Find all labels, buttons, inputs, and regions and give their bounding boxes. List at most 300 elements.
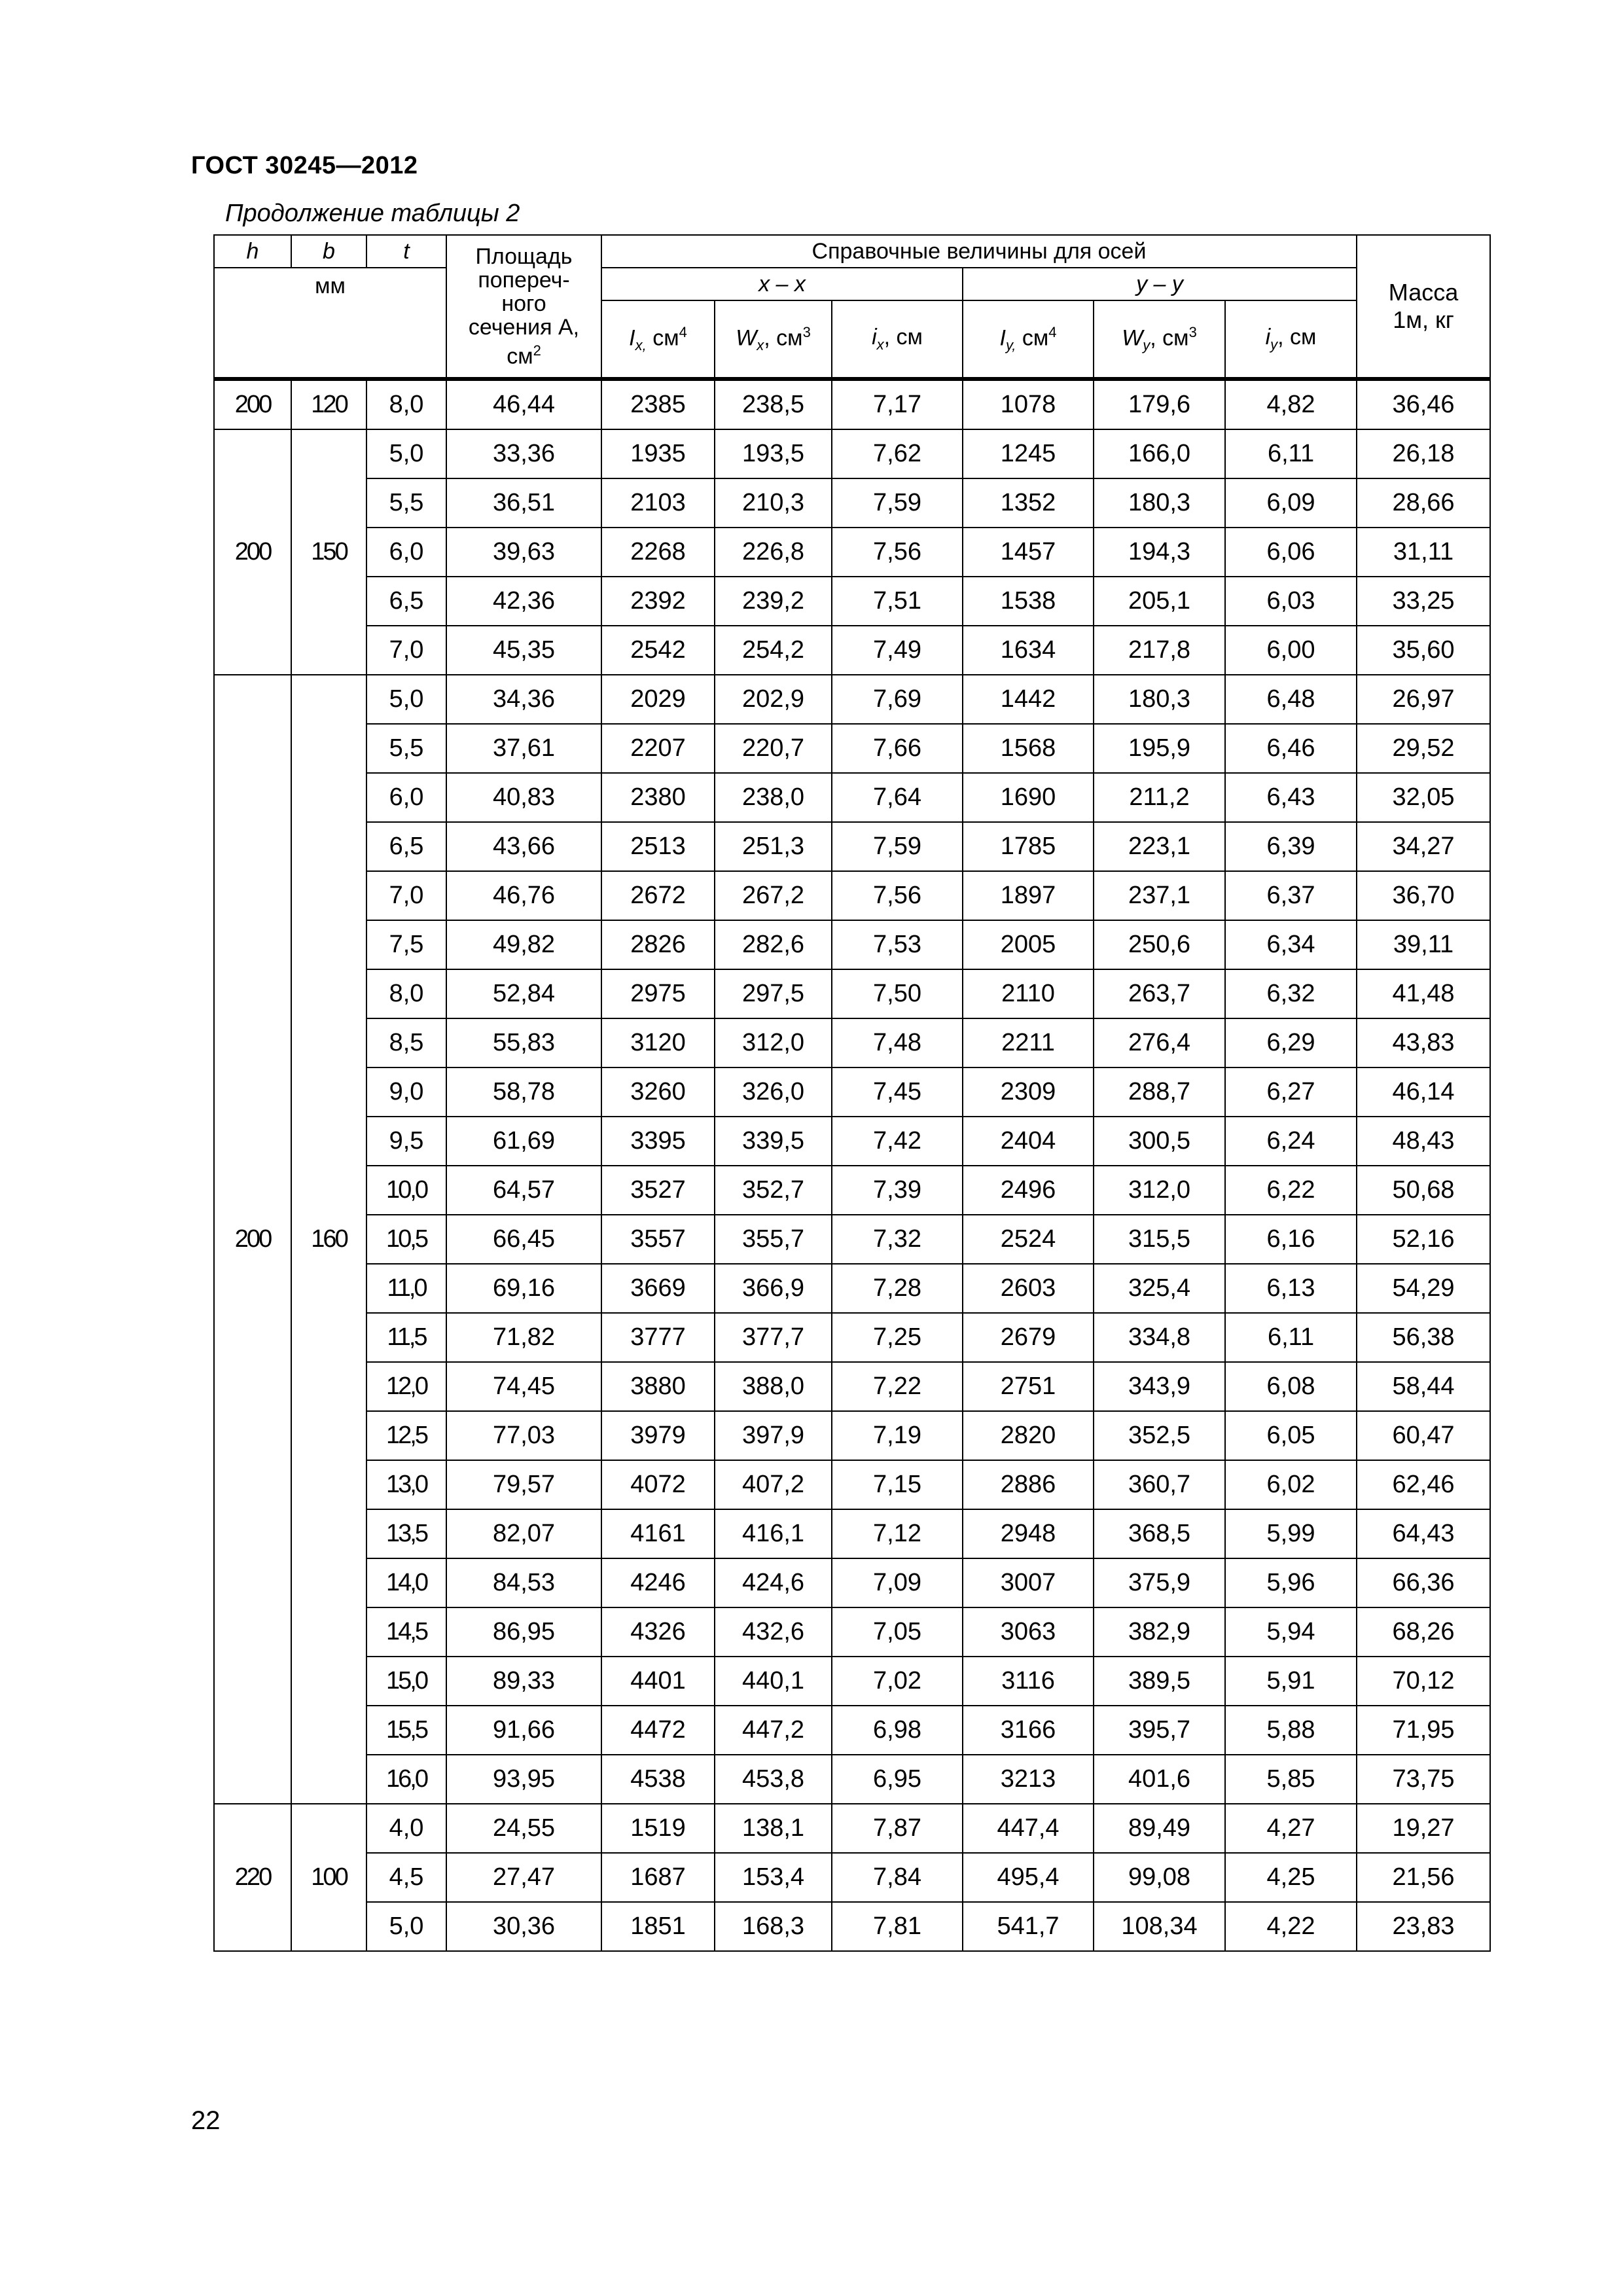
page-number: 22 — [191, 2106, 221, 2135]
cell-area: 93,95 — [446, 1755, 601, 1804]
cell-rx: 7,51 — [832, 577, 963, 626]
cell-wx: 416,1 — [715, 1509, 832, 1558]
cell-rx: 7,87 — [832, 1804, 963, 1853]
cell-ix: 2392 — [601, 577, 715, 626]
cell-t: 4,5 — [366, 1853, 446, 1902]
cell-wy: 389,5 — [1094, 1657, 1225, 1706]
cell-wx: 352,7 — [715, 1166, 832, 1215]
header-mm: мм — [214, 268, 446, 379]
cell-iy: 2496 — [963, 1166, 1094, 1215]
header-wx — [715, 300, 832, 379]
cell-iy: 3213 — [963, 1755, 1094, 1804]
cell-ix: 1519 — [601, 1804, 715, 1853]
cell-iy: 1457 — [963, 528, 1094, 577]
cell-mass: 28,66 — [1357, 478, 1490, 528]
cell-mass: 71,95 — [1357, 1706, 1490, 1755]
cell-mass: 19,27 — [1357, 1804, 1490, 1853]
cell-t: 4,0 — [366, 1804, 446, 1853]
cell-ix: 3260 — [601, 1067, 715, 1117]
cell-iy: 3007 — [963, 1558, 1094, 1607]
cell-wx: 220,7 — [715, 724, 832, 773]
cell-wx: 339,5 — [715, 1117, 832, 1166]
cell-ix: 2103 — [601, 478, 715, 528]
cell-wy: 315,5 — [1094, 1215, 1225, 1264]
cell-ry: 6,34 — [1225, 920, 1357, 969]
table-head — [214, 235, 1490, 379]
cell-mass: 36,46 — [1357, 379, 1490, 429]
header-rx-unit: , см — [883, 325, 923, 350]
table-row — [214, 822, 1490, 871]
cell-area: 36,51 — [446, 478, 601, 528]
cell-iy: 541,7 — [963, 1902, 1094, 1951]
cell-t: 14,0 — [366, 1558, 446, 1607]
cell-t: 6,0 — [366, 773, 446, 822]
cell-t: 7,5 — [366, 920, 446, 969]
cell-ix: 3527 — [601, 1166, 715, 1215]
cell-wx: 440,1 — [715, 1657, 832, 1706]
cell-wy: 334,8 — [1094, 1313, 1225, 1362]
cell-wx: 366,9 — [715, 1264, 832, 1313]
cell-ry: 6,06 — [1225, 528, 1357, 577]
cell-ix: 3880 — [601, 1362, 715, 1411]
header-h: h — [214, 235, 291, 268]
cell-mass: 54,29 — [1357, 1264, 1490, 1313]
header-ix — [601, 300, 715, 379]
cell-mass: 52,16 — [1357, 1215, 1490, 1264]
cell-t: 14,5 — [366, 1607, 446, 1657]
cell-area: 89,33 — [446, 1657, 601, 1706]
cell-area: 30,36 — [446, 1902, 601, 1951]
cell-t: 9,5 — [366, 1117, 446, 1166]
cell-ix: 2513 — [601, 822, 715, 871]
header-ry-main: i — [1265, 325, 1271, 350]
cell-t: 10,0 — [366, 1166, 446, 1215]
cell-mass: 33,25 — [1357, 577, 1490, 626]
cell-rx: 7,62 — [832, 429, 963, 478]
cell-b: 160 — [291, 675, 366, 1804]
cell-wy: 360,7 — [1094, 1460, 1225, 1509]
cell-wx: 407,2 — [715, 1460, 832, 1509]
cell-wx: 210,3 — [715, 478, 832, 528]
cell-ry: 6,48 — [1225, 675, 1357, 724]
table-row — [214, 1755, 1490, 1804]
table-row — [214, 1117, 1490, 1166]
cell-rx: 7,45 — [832, 1067, 963, 1117]
header-ix-sup: 4 — [679, 323, 687, 340]
cell-rx: 7,64 — [832, 773, 963, 822]
cell-ry: 4,27 — [1225, 1804, 1357, 1853]
cell-wy: 194,3 — [1094, 528, 1225, 577]
cell-wx: 282,6 — [715, 920, 832, 969]
table-row — [214, 773, 1490, 822]
profile-table — [213, 234, 1491, 1952]
cell-mass: 26,18 — [1357, 429, 1490, 478]
cell-rx: 6,95 — [832, 1755, 963, 1804]
cell-iy: 1538 — [963, 577, 1094, 626]
cell-area: 40,83 — [446, 773, 601, 822]
cell-area: 42,36 — [446, 577, 601, 626]
cell-t: 5,0 — [366, 429, 446, 478]
cell-iy: 2886 — [963, 1460, 1094, 1509]
cell-rx: 7,25 — [832, 1313, 963, 1362]
cell-ry: 6,09 — [1225, 478, 1357, 528]
cell-iy: 2005 — [963, 920, 1094, 969]
header-rx-main: i — [872, 325, 877, 350]
cell-wy: 237,1 — [1094, 871, 1225, 920]
cell-rx: 7,50 — [832, 969, 963, 1018]
table-row — [214, 1264, 1490, 1313]
cell-wx: 377,7 — [715, 1313, 832, 1362]
cell-area: 61,69 — [446, 1117, 601, 1166]
cell-mass: 73,75 — [1357, 1755, 1490, 1804]
cell-area: 27,47 — [446, 1853, 601, 1902]
cell-ry: 6,29 — [1225, 1018, 1357, 1067]
cell-ry: 6,46 — [1225, 724, 1357, 773]
header-area-unit: см — [507, 344, 533, 369]
header-ry — [1225, 300, 1357, 379]
cell-ry: 4,22 — [1225, 1902, 1357, 1951]
table-row — [214, 1313, 1490, 1362]
table-row — [214, 1902, 1490, 1951]
cell-ix: 3395 — [601, 1117, 715, 1166]
cell-iy: 3063 — [963, 1607, 1094, 1657]
cell-wx: 238,0 — [715, 773, 832, 822]
header-rx-sub: x — [876, 336, 884, 353]
cell-wy: 401,6 — [1094, 1755, 1225, 1804]
cell-rx: 7,53 — [832, 920, 963, 969]
header-ix-unit: см — [652, 325, 679, 351]
cell-t: 12,5 — [366, 1411, 446, 1460]
cell-mass: 60,47 — [1357, 1411, 1490, 1460]
cell-ix: 4472 — [601, 1706, 715, 1755]
cell-ix: 4161 — [601, 1509, 715, 1558]
header-area-line4: сечения А, — [468, 314, 580, 340]
cell-mass: 70,12 — [1357, 1657, 1490, 1706]
cell-wy: 300,5 — [1094, 1117, 1225, 1166]
table-row — [214, 1067, 1490, 1117]
cell-t: 5,0 — [366, 1902, 446, 1951]
cell-ry: 5,88 — [1225, 1706, 1357, 1755]
cell-iy: 447,4 — [963, 1804, 1094, 1853]
cell-rx: 7,39 — [832, 1166, 963, 1215]
cell-b: 120 — [291, 379, 366, 429]
cell-t: 8,0 — [366, 969, 446, 1018]
cell-ix: 2029 — [601, 675, 715, 724]
cell-t: 5,0 — [366, 675, 446, 724]
cell-wx: 267,2 — [715, 871, 832, 920]
cell-area: 84,53 — [446, 1558, 601, 1607]
document-header: ГОСТ 30245—2012 — [191, 152, 418, 179]
cell-area: 46,76 — [446, 871, 601, 920]
cell-wx: 202,9 — [715, 675, 832, 724]
cell-wy: 166,0 — [1094, 429, 1225, 478]
header-iy-sub: y, — [1005, 337, 1016, 354]
cell-area: 86,95 — [446, 1607, 601, 1657]
cell-wy: 263,7 — [1094, 969, 1225, 1018]
table-row — [214, 969, 1490, 1018]
table-row — [214, 1460, 1490, 1509]
cell-mass: 50,68 — [1357, 1166, 1490, 1215]
cell-rx: 7,59 — [832, 822, 963, 871]
table-row — [214, 1853, 1490, 1902]
cell-mass: 58,44 — [1357, 1362, 1490, 1411]
header-iy-sup: 4 — [1048, 323, 1057, 340]
table-row — [214, 1509, 1490, 1558]
cell-ix: 4401 — [601, 1657, 715, 1706]
header-wx-main: W — [736, 325, 757, 351]
cell-h: 200 — [214, 675, 291, 1804]
cell-wy: 179,6 — [1094, 379, 1225, 429]
cell-area: 74,45 — [446, 1362, 601, 1411]
cell-rx: 7,15 — [832, 1460, 963, 1509]
cell-rx: 7,12 — [832, 1509, 963, 1558]
cell-wx: 226,8 — [715, 528, 832, 577]
table-row — [214, 871, 1490, 920]
table-row — [214, 1215, 1490, 1264]
cell-t: 16,0 — [366, 1755, 446, 1804]
cell-wy: 217,8 — [1094, 626, 1225, 675]
cell-ix: 4072 — [601, 1460, 715, 1509]
table-row — [214, 920, 1490, 969]
header-area-line2: попереч- — [478, 267, 570, 293]
cell-ix: 2542 — [601, 626, 715, 675]
header-b: b — [291, 235, 366, 268]
cell-ry: 5,85 — [1225, 1755, 1357, 1804]
cell-iy: 2524 — [963, 1215, 1094, 1264]
table-row — [214, 1657, 1490, 1706]
cell-ix: 2207 — [601, 724, 715, 773]
cell-iy: 1078 — [963, 379, 1094, 429]
header-iy — [963, 300, 1094, 379]
cell-ry: 6,24 — [1225, 1117, 1357, 1166]
cell-ry: 6,08 — [1225, 1362, 1357, 1411]
cell-iy: 2309 — [963, 1067, 1094, 1117]
cell-wx: 193,5 — [715, 429, 832, 478]
cell-rx: 7,22 — [832, 1362, 963, 1411]
cell-t: 5,5 — [366, 478, 446, 528]
cell-iy: 3116 — [963, 1657, 1094, 1706]
cell-t: 8,5 — [366, 1018, 446, 1067]
cell-wx: 397,9 — [715, 1411, 832, 1460]
header-mass-line1: Масса — [1388, 279, 1459, 306]
cell-iy: 2404 — [963, 1117, 1094, 1166]
cell-area: 71,82 — [446, 1313, 601, 1362]
cell-iy: 3166 — [963, 1706, 1094, 1755]
cell-wy: 205,1 — [1094, 577, 1225, 626]
cell-b: 150 — [291, 429, 366, 675]
header-area-line3: ного — [501, 291, 546, 316]
cell-area: 64,57 — [446, 1166, 601, 1215]
cell-wy: 250,6 — [1094, 920, 1225, 969]
header-ix-main: I — [629, 325, 635, 351]
cell-wy: 368,5 — [1094, 1509, 1225, 1558]
header-area — [446, 235, 601, 379]
cell-mass: 29,52 — [1357, 724, 1490, 773]
cell-ix: 4246 — [601, 1558, 715, 1607]
cell-wy: 211,2 — [1094, 773, 1225, 822]
cell-ix: 1935 — [601, 429, 715, 478]
cell-mass: 64,43 — [1357, 1509, 1490, 1558]
cell-ry: 5,94 — [1225, 1607, 1357, 1657]
cell-wx: 355,7 — [715, 1215, 832, 1264]
cell-ix: 3777 — [601, 1313, 715, 1362]
cell-wx: 432,6 — [715, 1607, 832, 1657]
cell-iy: 2211 — [963, 1018, 1094, 1067]
header-wy-unit: , см — [1150, 325, 1189, 351]
cell-ix: 4538 — [601, 1755, 715, 1804]
cell-iy: 1568 — [963, 724, 1094, 773]
cell-iy: 1634 — [963, 626, 1094, 675]
header-ix-sub: x, — [635, 337, 647, 354]
cell-rx: 7,17 — [832, 379, 963, 429]
cell-ix: 1851 — [601, 1902, 715, 1951]
header-t: t — [366, 235, 446, 268]
table-row — [214, 1558, 1490, 1607]
table-row — [214, 1166, 1490, 1215]
cell-ry: 6,27 — [1225, 1067, 1357, 1117]
cell-rx: 7,49 — [832, 626, 963, 675]
cell-ix: 3979 — [601, 1411, 715, 1460]
cell-ry: 6,13 — [1225, 1264, 1357, 1313]
cell-mass: 41,48 — [1357, 969, 1490, 1018]
cell-wx: 238,5 — [715, 379, 832, 429]
cell-t: 6,0 — [366, 528, 446, 577]
cell-ry: 6,32 — [1225, 969, 1357, 1018]
cell-ix: 2975 — [601, 969, 715, 1018]
cell-mass: 31,11 — [1357, 528, 1490, 577]
table-row — [214, 626, 1490, 675]
cell-wy: 288,7 — [1094, 1067, 1225, 1117]
cell-mass: 21,56 — [1357, 1853, 1490, 1902]
cell-rx: 7,02 — [832, 1657, 963, 1706]
cell-ix: 2826 — [601, 920, 715, 969]
cell-area: 43,66 — [446, 822, 601, 871]
cell-rx: 7,56 — [832, 871, 963, 920]
cell-t: 11,0 — [366, 1264, 446, 1313]
cell-ix: 3557 — [601, 1215, 715, 1264]
cell-ry: 6,03 — [1225, 577, 1357, 626]
cell-wy: 312,0 — [1094, 1166, 1225, 1215]
cell-ry: 6,16 — [1225, 1215, 1357, 1264]
cell-iy: 2751 — [963, 1362, 1094, 1411]
header-mass — [1357, 235, 1490, 379]
table-row — [214, 724, 1490, 773]
cell-t: 15,5 — [366, 1706, 446, 1755]
table-row — [214, 675, 1490, 724]
cell-wx: 138,1 — [715, 1804, 832, 1853]
cell-t: 6,5 — [366, 577, 446, 626]
cell-ry: 6,37 — [1225, 871, 1357, 920]
cell-area: 77,03 — [446, 1411, 601, 1460]
cell-t: 7,0 — [366, 871, 446, 920]
cell-wy: 343,9 — [1094, 1362, 1225, 1411]
cell-iy: 2679 — [963, 1313, 1094, 1362]
cell-t: 13,5 — [366, 1509, 446, 1558]
cell-iy: 2603 — [963, 1264, 1094, 1313]
cell-wx: 168,3 — [715, 1902, 832, 1951]
table-row — [214, 379, 1490, 429]
cell-area: 55,83 — [446, 1018, 601, 1067]
cell-wy: 195,9 — [1094, 724, 1225, 773]
cell-wy: 375,9 — [1094, 1558, 1225, 1607]
cell-rx: 7,28 — [832, 1264, 963, 1313]
cell-wy: 89,49 — [1094, 1804, 1225, 1853]
cell-ry: 6,43 — [1225, 773, 1357, 822]
cell-iy: 2110 — [963, 969, 1094, 1018]
cell-iy: 1897 — [963, 871, 1094, 920]
cell-mass: 46,14 — [1357, 1067, 1490, 1117]
cell-rx: 7,05 — [832, 1607, 963, 1657]
cell-area: 82,07 — [446, 1509, 601, 1558]
table-row — [214, 1607, 1490, 1657]
header-ry-unit: , см — [1277, 325, 1317, 350]
cell-wy: 352,5 — [1094, 1411, 1225, 1460]
cell-wx: 326,0 — [715, 1067, 832, 1117]
cell-iy: 1442 — [963, 675, 1094, 724]
cell-iy: 2820 — [963, 1411, 1094, 1460]
header-reference-values: Справочные величины для осей — [601, 235, 1357, 268]
cell-ry: 5,96 — [1225, 1558, 1357, 1607]
header-area-line1: Площадь — [475, 243, 573, 269]
cell-b: 100 — [291, 1804, 366, 1951]
cell-rx: 7,09 — [832, 1558, 963, 1607]
header-axis-x: x – x — [601, 268, 963, 300]
header-wx-unit: , см — [764, 325, 803, 351]
cell-rx: 7,69 — [832, 675, 963, 724]
cell-mass: 36,70 — [1357, 871, 1490, 920]
cell-mass: 66,36 — [1357, 1558, 1490, 1607]
cell-ry: 6,22 — [1225, 1166, 1357, 1215]
cell-iy: 2948 — [963, 1509, 1094, 1558]
cell-wy: 99,08 — [1094, 1853, 1225, 1902]
cell-mass: 56,38 — [1357, 1313, 1490, 1362]
cell-t: 6,5 — [366, 822, 446, 871]
cell-area: 79,57 — [446, 1460, 601, 1509]
cell-t: 13,0 — [366, 1460, 446, 1509]
cell-ry: 5,91 — [1225, 1657, 1357, 1706]
cell-wy: 325,4 — [1094, 1264, 1225, 1313]
cell-mass: 62,46 — [1357, 1460, 1490, 1509]
cell-area: 69,16 — [446, 1264, 601, 1313]
cell-ix: 2380 — [601, 773, 715, 822]
cell-t: 15,0 — [366, 1657, 446, 1706]
cell-h: 200 — [214, 379, 291, 429]
cell-wx: 251,3 — [715, 822, 832, 871]
cell-ix: 2385 — [601, 379, 715, 429]
cell-rx: 7,66 — [832, 724, 963, 773]
cell-rx: 6,98 — [832, 1706, 963, 1755]
cell-wy: 180,3 — [1094, 675, 1225, 724]
cell-iy: 495,4 — [963, 1853, 1094, 1902]
header-wx-sup: 3 — [802, 323, 811, 340]
cell-wy: 382,9 — [1094, 1607, 1225, 1657]
table-row — [214, 1362, 1490, 1411]
cell-wx: 239,2 — [715, 577, 832, 626]
cell-mass: 32,05 — [1357, 773, 1490, 822]
cell-rx: 7,59 — [832, 478, 963, 528]
cell-ry: 6,02 — [1225, 1460, 1357, 1509]
cell-rx: 7,84 — [832, 1853, 963, 1902]
cell-wy: 108,34 — [1094, 1902, 1225, 1951]
cell-rx: 7,56 — [832, 528, 963, 577]
cell-rx: 7,19 — [832, 1411, 963, 1460]
cell-ry: 6,00 — [1225, 626, 1357, 675]
cell-h: 200 — [214, 429, 291, 675]
cell-area: 58,78 — [446, 1067, 601, 1117]
cell-mass: 35,60 — [1357, 626, 1490, 675]
cell-ry: 6,05 — [1225, 1411, 1357, 1460]
cell-h: 220 — [214, 1804, 291, 1951]
